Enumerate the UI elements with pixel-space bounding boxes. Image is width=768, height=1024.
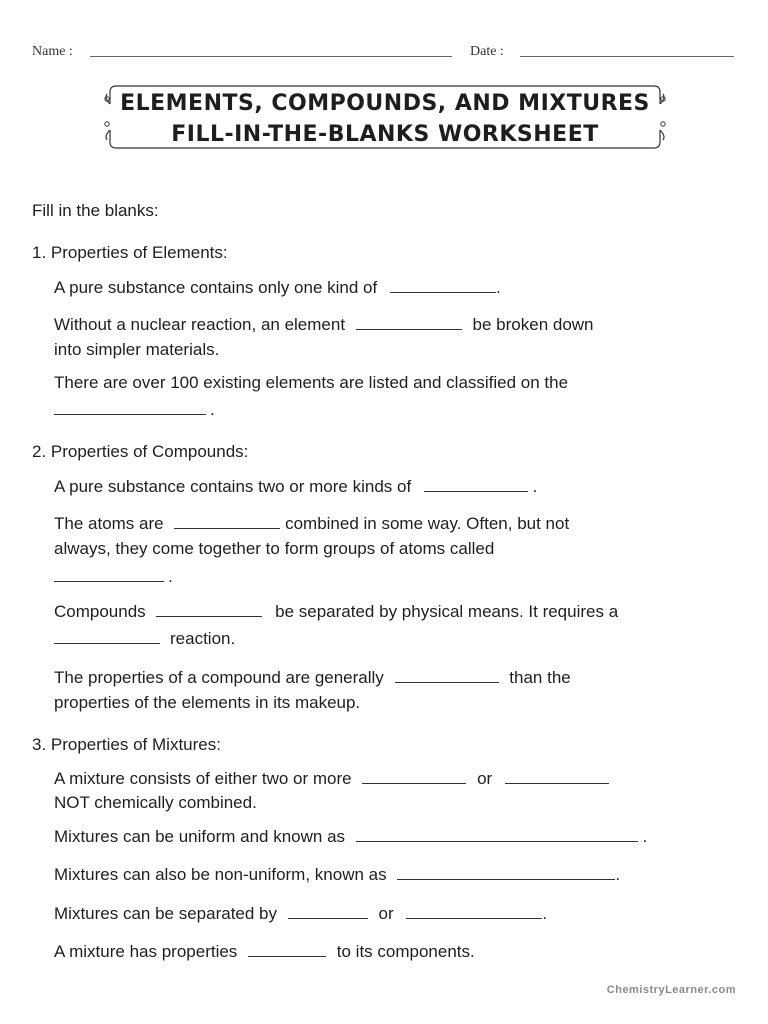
answer-blank[interactable] xyxy=(390,276,496,293)
section-heading-mixtures: 3. Properties of Mixtures: xyxy=(32,735,221,754)
question-text: A pure substance contains two or more kinds of xyxy=(54,477,412,496)
name-field[interactable] xyxy=(90,56,452,57)
question-text: Mixtures can be uniform and known as xyxy=(54,827,346,846)
question-3-4 xyxy=(54,902,547,925)
answer-blank[interactable] xyxy=(54,627,160,644)
question-2-4-cont: properties of the elements in its makeup. xyxy=(54,693,361,712)
question-2-3-cont xyxy=(54,627,235,650)
question-2-2-cont: always, they come together to form groups of atoms called xyxy=(54,539,495,558)
answer-blank[interactable] xyxy=(288,902,368,919)
question-text: . xyxy=(495,278,501,297)
question-text: or xyxy=(378,904,394,923)
question-text: be broken down xyxy=(472,315,594,334)
question-2-1 xyxy=(54,475,537,498)
question-1-3: There are over 100 existing elements are listed and classified on the xyxy=(54,373,569,392)
date-field[interactable] xyxy=(520,56,734,57)
question-text: A mixture has properties xyxy=(54,942,238,961)
question-text: . xyxy=(615,865,621,884)
question-text: than the xyxy=(509,668,571,687)
question-1-2 xyxy=(54,313,594,336)
question-2-3 xyxy=(54,600,618,623)
question-text: A pure substance contains only one kind of xyxy=(54,278,378,297)
question-text: be separated by physical means. It requires a xyxy=(275,602,619,621)
question-text: Compounds xyxy=(54,602,146,621)
answer-blank[interactable] xyxy=(54,398,206,415)
question-text: The properties of a compound are generally xyxy=(54,668,384,687)
question-1-1 xyxy=(54,276,501,299)
question-2-2-cont2 xyxy=(54,565,173,588)
question-3-5 xyxy=(54,940,475,963)
question-text: Without a nuclear reaction, an element xyxy=(54,315,346,334)
question-1-3-cont xyxy=(54,398,215,421)
title-banner xyxy=(104,84,666,150)
answer-blank[interactable] xyxy=(424,475,528,492)
title-line-2: FILL-IN-THE-BLANKS WORKSHEET xyxy=(171,122,599,147)
question-text: . xyxy=(542,904,548,923)
date-label: Date : xyxy=(470,44,504,59)
question-text: A mixture consists of either two or more xyxy=(54,769,352,788)
answer-blank[interactable] xyxy=(356,313,462,330)
question-3-1 xyxy=(54,767,609,790)
section-heading-compounds: 2. Properties of Compounds: xyxy=(32,442,249,461)
question-text: combined in some way. Often, but not xyxy=(285,514,570,533)
question-text: . xyxy=(642,827,648,846)
question-text: reaction. xyxy=(170,629,236,648)
question-2-2 xyxy=(54,512,569,535)
title-line-1: ELEMENTS, COMPOUNDS, AND MIXTURES xyxy=(120,91,650,116)
section-heading-elements: 1. Properties of Elements: xyxy=(32,243,228,262)
answer-blank[interactable] xyxy=(362,767,466,784)
question-text: . xyxy=(532,477,538,496)
question-3-2 xyxy=(54,825,647,848)
answer-blank[interactable] xyxy=(395,666,499,683)
answer-blank[interactable] xyxy=(54,565,164,582)
question-text: or xyxy=(477,769,493,788)
answer-blank[interactable] xyxy=(248,940,326,957)
answer-blank[interactable] xyxy=(156,600,262,617)
answer-blank[interactable] xyxy=(174,512,280,529)
question-2-4 xyxy=(54,666,571,689)
site-watermark: ChemistryLearner.com xyxy=(606,984,736,996)
question-text: The atoms are xyxy=(54,514,164,533)
question-3-1-cont: NOT chemically combined. xyxy=(54,793,257,812)
question-text: Mixtures can be separated by xyxy=(54,904,278,923)
question-text: Mixtures can also be non-uniform, known as xyxy=(54,865,387,884)
question-3-3 xyxy=(54,863,620,886)
worksheet-title xyxy=(104,88,666,150)
answer-blank[interactable] xyxy=(356,825,638,842)
answer-blank[interactable] xyxy=(397,863,615,880)
question-1-2-cont: into simpler materials. xyxy=(54,340,220,359)
question-text: . xyxy=(168,567,173,586)
instructions: Fill in the blanks: xyxy=(32,201,159,220)
question-text: to its components. xyxy=(336,942,475,961)
name-label: Name : xyxy=(32,44,73,59)
answer-blank[interactable] xyxy=(406,902,542,919)
answer-blank[interactable] xyxy=(505,767,609,784)
question-text: . xyxy=(210,400,215,419)
